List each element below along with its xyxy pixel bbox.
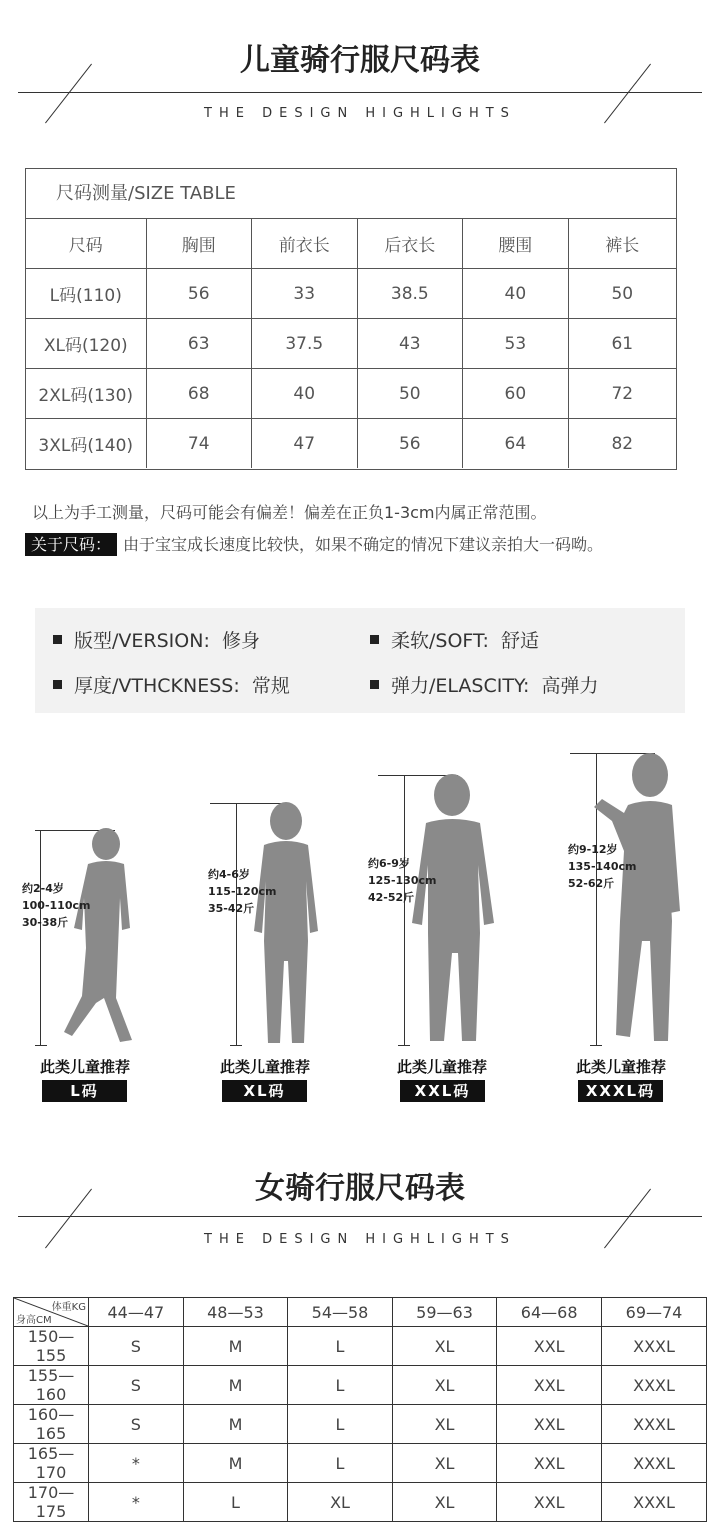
- table-cell: L: [183, 1483, 288, 1522]
- table-cell: XXXL: [602, 1366, 707, 1405]
- table-header-row: [26, 219, 676, 269]
- header-cell: 59—63: [392, 1298, 497, 1327]
- table-cell: 3XL码(140): [26, 419, 146, 469]
- table-cell: XXXL: [602, 1483, 707, 1522]
- table-cell: XXL: [497, 1483, 602, 1522]
- size-advice: [25, 532, 603, 555]
- table-row: [26, 369, 676, 419]
- table-cell: XL: [392, 1483, 497, 1522]
- size-badge: L码: [42, 1080, 127, 1102]
- figure-info: 约9-12岁 135-140cm 52-62斤: [568, 843, 637, 890]
- table-cell: S: [89, 1366, 184, 1405]
- feature-item: [370, 626, 539, 653]
- table-cell: 56: [357, 419, 463, 469]
- kids-title: 儿童骑行服尺码表: [240, 43, 480, 78]
- table-cell: S: [89, 1327, 184, 1366]
- table-cell: 50: [568, 269, 676, 319]
- feature-value: 高弹力: [541, 675, 599, 697]
- size-badge: XXXL码: [578, 1080, 663, 1102]
- table-cell: XXL: [497, 1405, 602, 1444]
- height-cell: 155—160: [14, 1366, 89, 1405]
- kids-size-table: [25, 168, 677, 470]
- divider-line: [18, 92, 702, 93]
- recommend-label: 此类儿童推荐: [219, 1058, 310, 1076]
- child-silhouette-icon: [584, 751, 684, 1046]
- size-advice-text: 由于宝宝成长速度比较快，如果不确定的情况下建议亲拍大一码呦。: [123, 535, 604, 554]
- header-cell: 69—74: [602, 1298, 707, 1327]
- table-cell: 37.5: [251, 319, 357, 369]
- ruler-tick: [398, 1045, 410, 1046]
- header-cell: 48—53: [183, 1298, 288, 1327]
- size-badge: XL码: [222, 1080, 307, 1102]
- table-cell: XL码(120): [26, 319, 146, 369]
- women-subtitle: THE DESIGN HIGHLIGHTS: [204, 1232, 516, 1247]
- feature-value: 舒适: [501, 630, 540, 652]
- header-cell: 54—58: [288, 1298, 393, 1327]
- table-cell: 64: [463, 419, 568, 469]
- table-cell: XL: [288, 1483, 393, 1522]
- table-cell: 60: [463, 369, 568, 419]
- table-cell: M: [183, 1405, 288, 1444]
- kids-subtitle: THE DESIGN HIGHLIGHTS: [204, 106, 516, 121]
- table-row: [14, 1444, 707, 1483]
- size-grid: [26, 219, 676, 468]
- height-cell: 150—155: [14, 1327, 89, 1366]
- recommend-label: 此类儿童推荐: [575, 1058, 666, 1076]
- feature-label: 柔软/SOFT:: [391, 630, 489, 652]
- figure-info: 约6-9岁 125-130cm 42-52斤: [368, 857, 437, 904]
- feature-label: 弹力/ELASCITY:: [391, 675, 530, 697]
- women-size-table: [13, 1297, 707, 1522]
- height-ruler: [236, 803, 237, 1045]
- table-cell: XL: [392, 1327, 497, 1366]
- header-cell: 44—47: [89, 1298, 184, 1327]
- table-row: [26, 269, 676, 319]
- table-cell: L: [288, 1444, 393, 1483]
- table-cell: XL: [392, 1444, 497, 1483]
- corner-height-label: 身高CM: [16, 1315, 52, 1326]
- features-box: [35, 608, 685, 713]
- feature-item: [53, 626, 260, 653]
- recommend-label: 此类儿童推荐: [396, 1058, 487, 1076]
- women-title: 女骑行服尺码表: [255, 1171, 465, 1206]
- header-cell: 尺码: [26, 219, 146, 269]
- table-cell: 43: [357, 319, 463, 369]
- feature-label: 厚度/VTHCKNESS:: [74, 675, 240, 697]
- table-cell: 40: [251, 369, 357, 419]
- table-header-row: [14, 1298, 707, 1327]
- header-cell: 后衣长: [357, 219, 463, 269]
- table-cell: L: [288, 1327, 393, 1366]
- feature-item: [53, 671, 290, 698]
- table-cell: S: [89, 1405, 184, 1444]
- child-silhouette-icon: [60, 828, 140, 1046]
- table-cell: XXL: [497, 1327, 602, 1366]
- ruler-tick: [35, 1045, 47, 1046]
- table-cell: 33: [251, 269, 357, 319]
- table-row: [14, 1483, 707, 1522]
- ruler-tick: [230, 1045, 242, 1046]
- header-cell: 64—68: [497, 1298, 602, 1327]
- table-cell: M: [183, 1366, 288, 1405]
- table-row: [26, 319, 676, 369]
- table-cell: 53: [463, 319, 568, 369]
- table-cell: 74: [146, 419, 251, 469]
- table-cell: XXXL: [602, 1405, 707, 1444]
- table-cell: M: [183, 1327, 288, 1366]
- table-cell: 61: [568, 319, 676, 369]
- feature-value: 常规: [251, 675, 290, 697]
- corner-weight-label: 体重KG: [51, 1302, 86, 1313]
- table-cell: 47: [251, 419, 357, 469]
- table-cell: XL: [392, 1366, 497, 1405]
- table-cell: XL: [392, 1405, 497, 1444]
- table-cell: XXL: [497, 1444, 602, 1483]
- table-cell: 38.5: [357, 269, 463, 319]
- table-cell: L码(110): [26, 269, 146, 319]
- table-cell: 56: [146, 269, 251, 319]
- corner-cell: [14, 1298, 89, 1327]
- feature-label: 版型/VERSION:: [74, 630, 210, 652]
- figure-info: 约2-4岁 100-110cm 30-38斤: [22, 882, 91, 929]
- table-cell: 72: [568, 369, 676, 419]
- child-silhouette-icon: [412, 773, 502, 1045]
- table-cell: XXL: [497, 1366, 602, 1405]
- table-cell: 2XL码(130): [26, 369, 146, 419]
- table-cell: L: [288, 1366, 393, 1405]
- table-cell: 63: [146, 319, 251, 369]
- child-silhouette-icon: [248, 801, 328, 1046]
- height-cell: 160—165: [14, 1405, 89, 1444]
- feature-item: [370, 671, 599, 698]
- bullet-icon: [53, 635, 62, 644]
- measurement-note: 以上为手工测量，尺码可能会有偏差！偏差在正负1-3cm内属正常范围。: [32, 503, 547, 522]
- table-title: 尺码测量/SIZE TABLE: [26, 169, 676, 219]
- height-ruler: [40, 830, 41, 1045]
- height-cell: 170—175: [14, 1483, 89, 1522]
- bullet-icon: [53, 680, 62, 689]
- bullet-icon: [370, 680, 379, 689]
- divider-line: [18, 1216, 702, 1217]
- table-row: [26, 419, 676, 469]
- table-cell: XXXL: [602, 1444, 707, 1483]
- table-row: [14, 1366, 707, 1405]
- table-cell: 82: [568, 419, 676, 469]
- table-cell: M: [183, 1444, 288, 1483]
- header-cell: 胸围: [146, 219, 251, 269]
- size-badge: XXL码: [400, 1080, 485, 1102]
- table-row: [14, 1327, 707, 1366]
- table-cell: 40: [463, 269, 568, 319]
- table-cell: 50: [357, 369, 463, 419]
- size-tag: 关于尺码：: [25, 533, 117, 556]
- feature-value: 修身: [221, 630, 260, 652]
- table-cell: L: [288, 1405, 393, 1444]
- header-cell: 前衣长: [251, 219, 357, 269]
- table-cell: *: [89, 1483, 184, 1522]
- table-row: [14, 1405, 707, 1444]
- height-cell: 165—170: [14, 1444, 89, 1483]
- header-cell: 腰围: [463, 219, 568, 269]
- table-cell: XXXL: [602, 1327, 707, 1366]
- bullet-icon: [370, 635, 379, 644]
- height-ruler: [404, 775, 405, 1045]
- header-cell: 裤长: [568, 219, 676, 269]
- figure-info: 约4-6岁 115-120cm 35-42斤: [208, 868, 277, 915]
- recommend-label: 此类儿童推荐: [39, 1058, 130, 1076]
- table-cell: *: [89, 1444, 184, 1483]
- table-cell: 68: [146, 369, 251, 419]
